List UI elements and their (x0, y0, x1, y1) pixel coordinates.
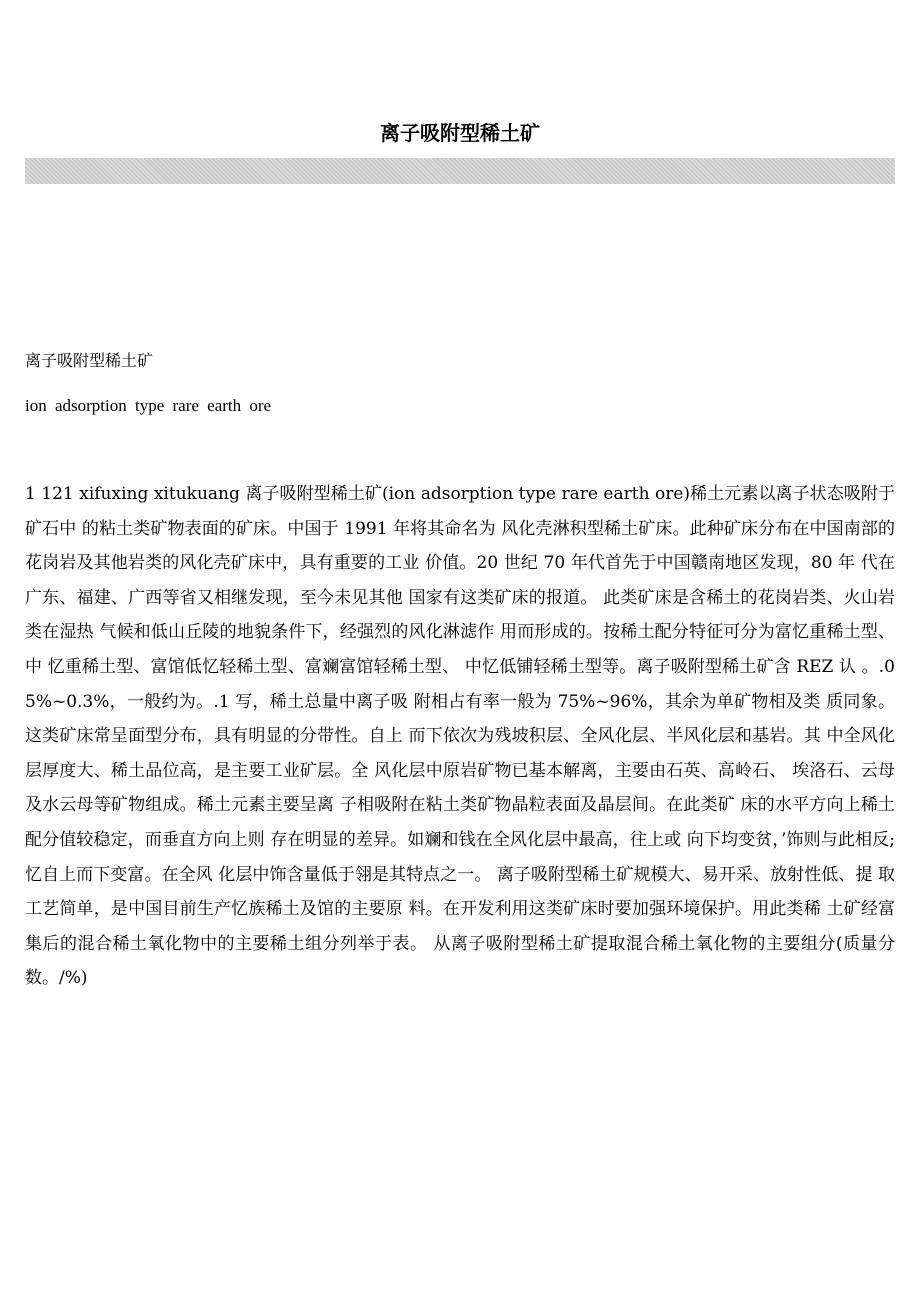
document-title: 离子吸附型稀土矿 (380, 121, 540, 145)
english-subtitle: ion adsorption type rare earth ore (25, 396, 272, 415)
title-shaded-band (25, 158, 895, 184)
body-paragraph: 1 121 xifuxing xitukuang 离子吸附型稀土矿(ion adsorption type rare earth ore)稀土元素以离子状态吸附于矿石中 的粘土类矿物表面的矿床。中国于 1991 年将其命名为 风化壳淋积型稀土矿床。此种矿床分布在中国南部的 花岗岩及其他岩类的风化壳矿床中，具有重要的工业 价值。20 世纪 70 年代首先于中国赣南地区发现，80 年 代在广东、福建、广西等省又相继发现，至今未见其他 国家有这类矿床的报道。 此类矿床是含稀土的花岗岩类、火山岩类在湿热 气候和低山丘陵的地貌条件下，经强烈的风化淋滤作 用而形成的。按稀土配分特征可分为富忆重稀土型、中 忆重稀土型、富馆低忆轻稀土型、富斓富馆轻稀土型、 中忆低铺轻稀土型等。离子吸附型稀土矿含 REZ 认 。.05%~0.3%，一般约为。.1 写，稀土总量中离子吸 附相占有率一般为 75%~96%，其余为单矿物相及类 质同象。 这类矿床常呈面型分布，具有明显的分带性。自上 而下依次为残坡积层、全风化层、半风化层和基岩。其 中全风化层厚度大、稀土品位高，是主要工业矿层。全 风化层中原岩矿物已基本解离，主要由石英、高岭石、 埃洛石、云母及水云母等矿物组成。稀土元素主要呈离 子相吸附在粘土类矿物晶粒表面及晶层间。在此类矿 床的水平方向上稀土配分值较稳定，而垂直方向上则 存在明显的差异。如斓和钱在全风化层中最高，往上或 向下均变贫，’饰则与此相反;忆自上而下变富。在全风 化层中饰含量低于翎是其特点之一。 离子吸附型稀土矿规模大、易开采、放射性低、提 取工艺简单，是中国目前生产忆族稀土及馆的主要原 料。在开发利用这类矿床时要加强环境保护。用此类稀 土矿经富集后的混合稀土氧化物中的主要稀土组分列举于表。 从离子吸附型稀土矿提取混合稀土氧化物的主要组分(质量分数。/%) (25, 484, 895, 989)
chinese-subtitle: 离子吸附型稀土矿 (25, 351, 154, 370)
